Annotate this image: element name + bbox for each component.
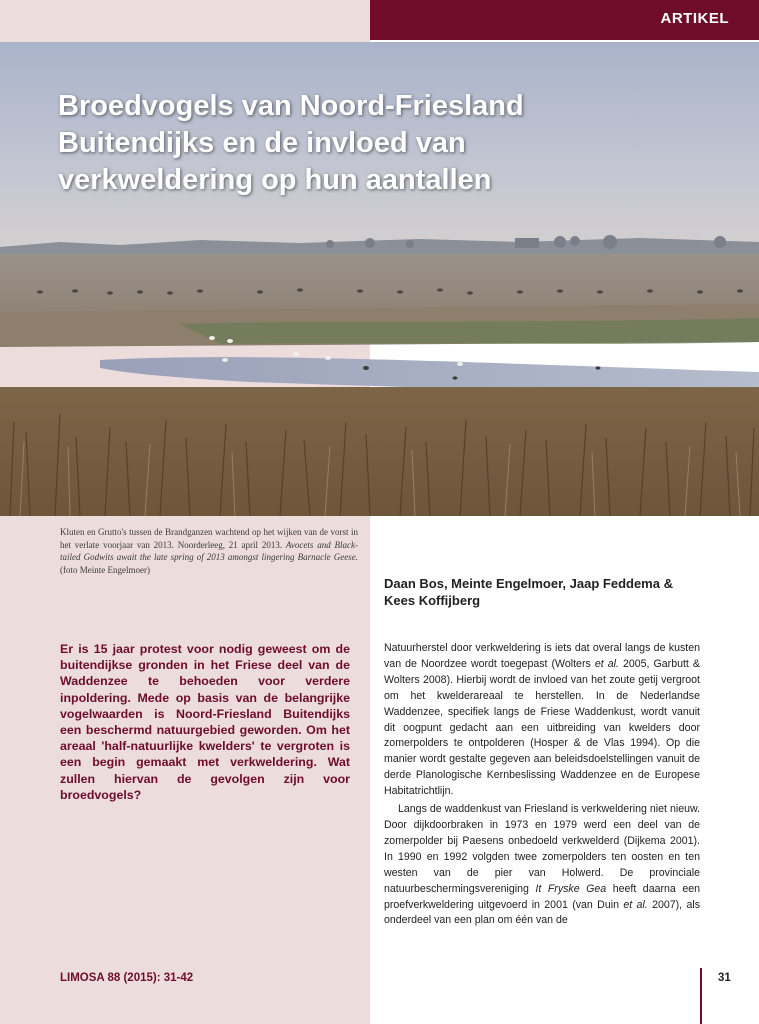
header-left-band xyxy=(0,0,370,42)
body-paragraph-2: Langs de waddenkust van Friesland is verkweldering niet nieuw. Door dijkdoorbraken in 1973 en 1979 werd een deel van de zomerpolder bij Paesens onbedoeld verkwelderd (Dijkema 2001). In 1990 en 1992 volgden twee zomerpolders ten oosten en ten westen van de pier van Holwerd. De provinciale natuurbeschermingsvereniging It Fryske Gea heeft daarna een proefverkweldering uitgevoerd in 2001 (van Duin et al. 2007), als onderdeel van een plan om één van de xyxy=(384,803,701,927)
section-tab xyxy=(370,0,759,40)
lead-paragraph: Er is 15 jaar protest voor nodig geweest om de buitendijkse gronden in het Friese deel van de Waddenzee te behoeden voor verdere inpoldering. Mede op basis van de belangrijke vogelwaarden is Noord-Friesland Buitendijks een beschermd natuurgebied geworden. Om het areaal 'half-natuurlijke kwelders' te vergroten is een begin gemaakt met verkweldering. Wat zullen hiervan de gevolgen zijn voor broedvogels? xyxy=(60,642,350,802)
title-line-3: verkweldering op hun aantallen xyxy=(58,164,492,196)
photo-caption xyxy=(60,526,358,576)
caption-credit: (foto Meinte Engelmoer) xyxy=(60,564,150,575)
journal-citation: LIMOSA 88 (2015): 31-42 xyxy=(60,972,194,984)
title-line-1: Broedvogels van Noord-Friesland xyxy=(58,90,524,122)
page-number-rule xyxy=(700,968,702,1024)
caption-dutch: Kluten en Grutto's tussen de Brandganzen wachtend op het wijken van de vorst in het verlate voorjaar van 2013. Noorderleeg, 21 april 2013. xyxy=(60,527,358,550)
author-list: Daan Bos, Meinte Engelmoer, Jaap Feddema & Kees Koffijberg xyxy=(384,576,673,608)
title-line-2: Buitendijks en de invloed van xyxy=(58,127,466,159)
body-text xyxy=(384,641,700,929)
article-title xyxy=(58,88,578,199)
caption-english: Avocets and Black-tailed Godwits await the late spring of 2013 amongst lingering Barnacle Geese. xyxy=(60,539,358,562)
page-number: 31 xyxy=(718,972,731,984)
body-paragraph-1: Natuurherstel door verkweldering is iets dat overal langs de kusten van de Noordzee wordt toegepast (Wolters et al. 2005, Garbutt & Wolters 2008). Hierbij wordt de invloed van het zoute getij vergroot om het kwelderareaal te herstellen. In de Nederlandse Waddenzee, specifiek langs de Friese Waddenkust, wordt vanuit dit oogpunt gedacht aan een uitbreiding van kwelders door zomerpolders te ontpolderen (Hosper & de Vlas 1994). Op die manier wordt gestalte gegeven aan beleidsdoelstellingen vanuit de derde Planologische Kernbeslissing Waddenzee en de Europese Habitatrichtlijn. xyxy=(384,642,700,798)
section-label: ARTIKEL xyxy=(660,10,729,27)
